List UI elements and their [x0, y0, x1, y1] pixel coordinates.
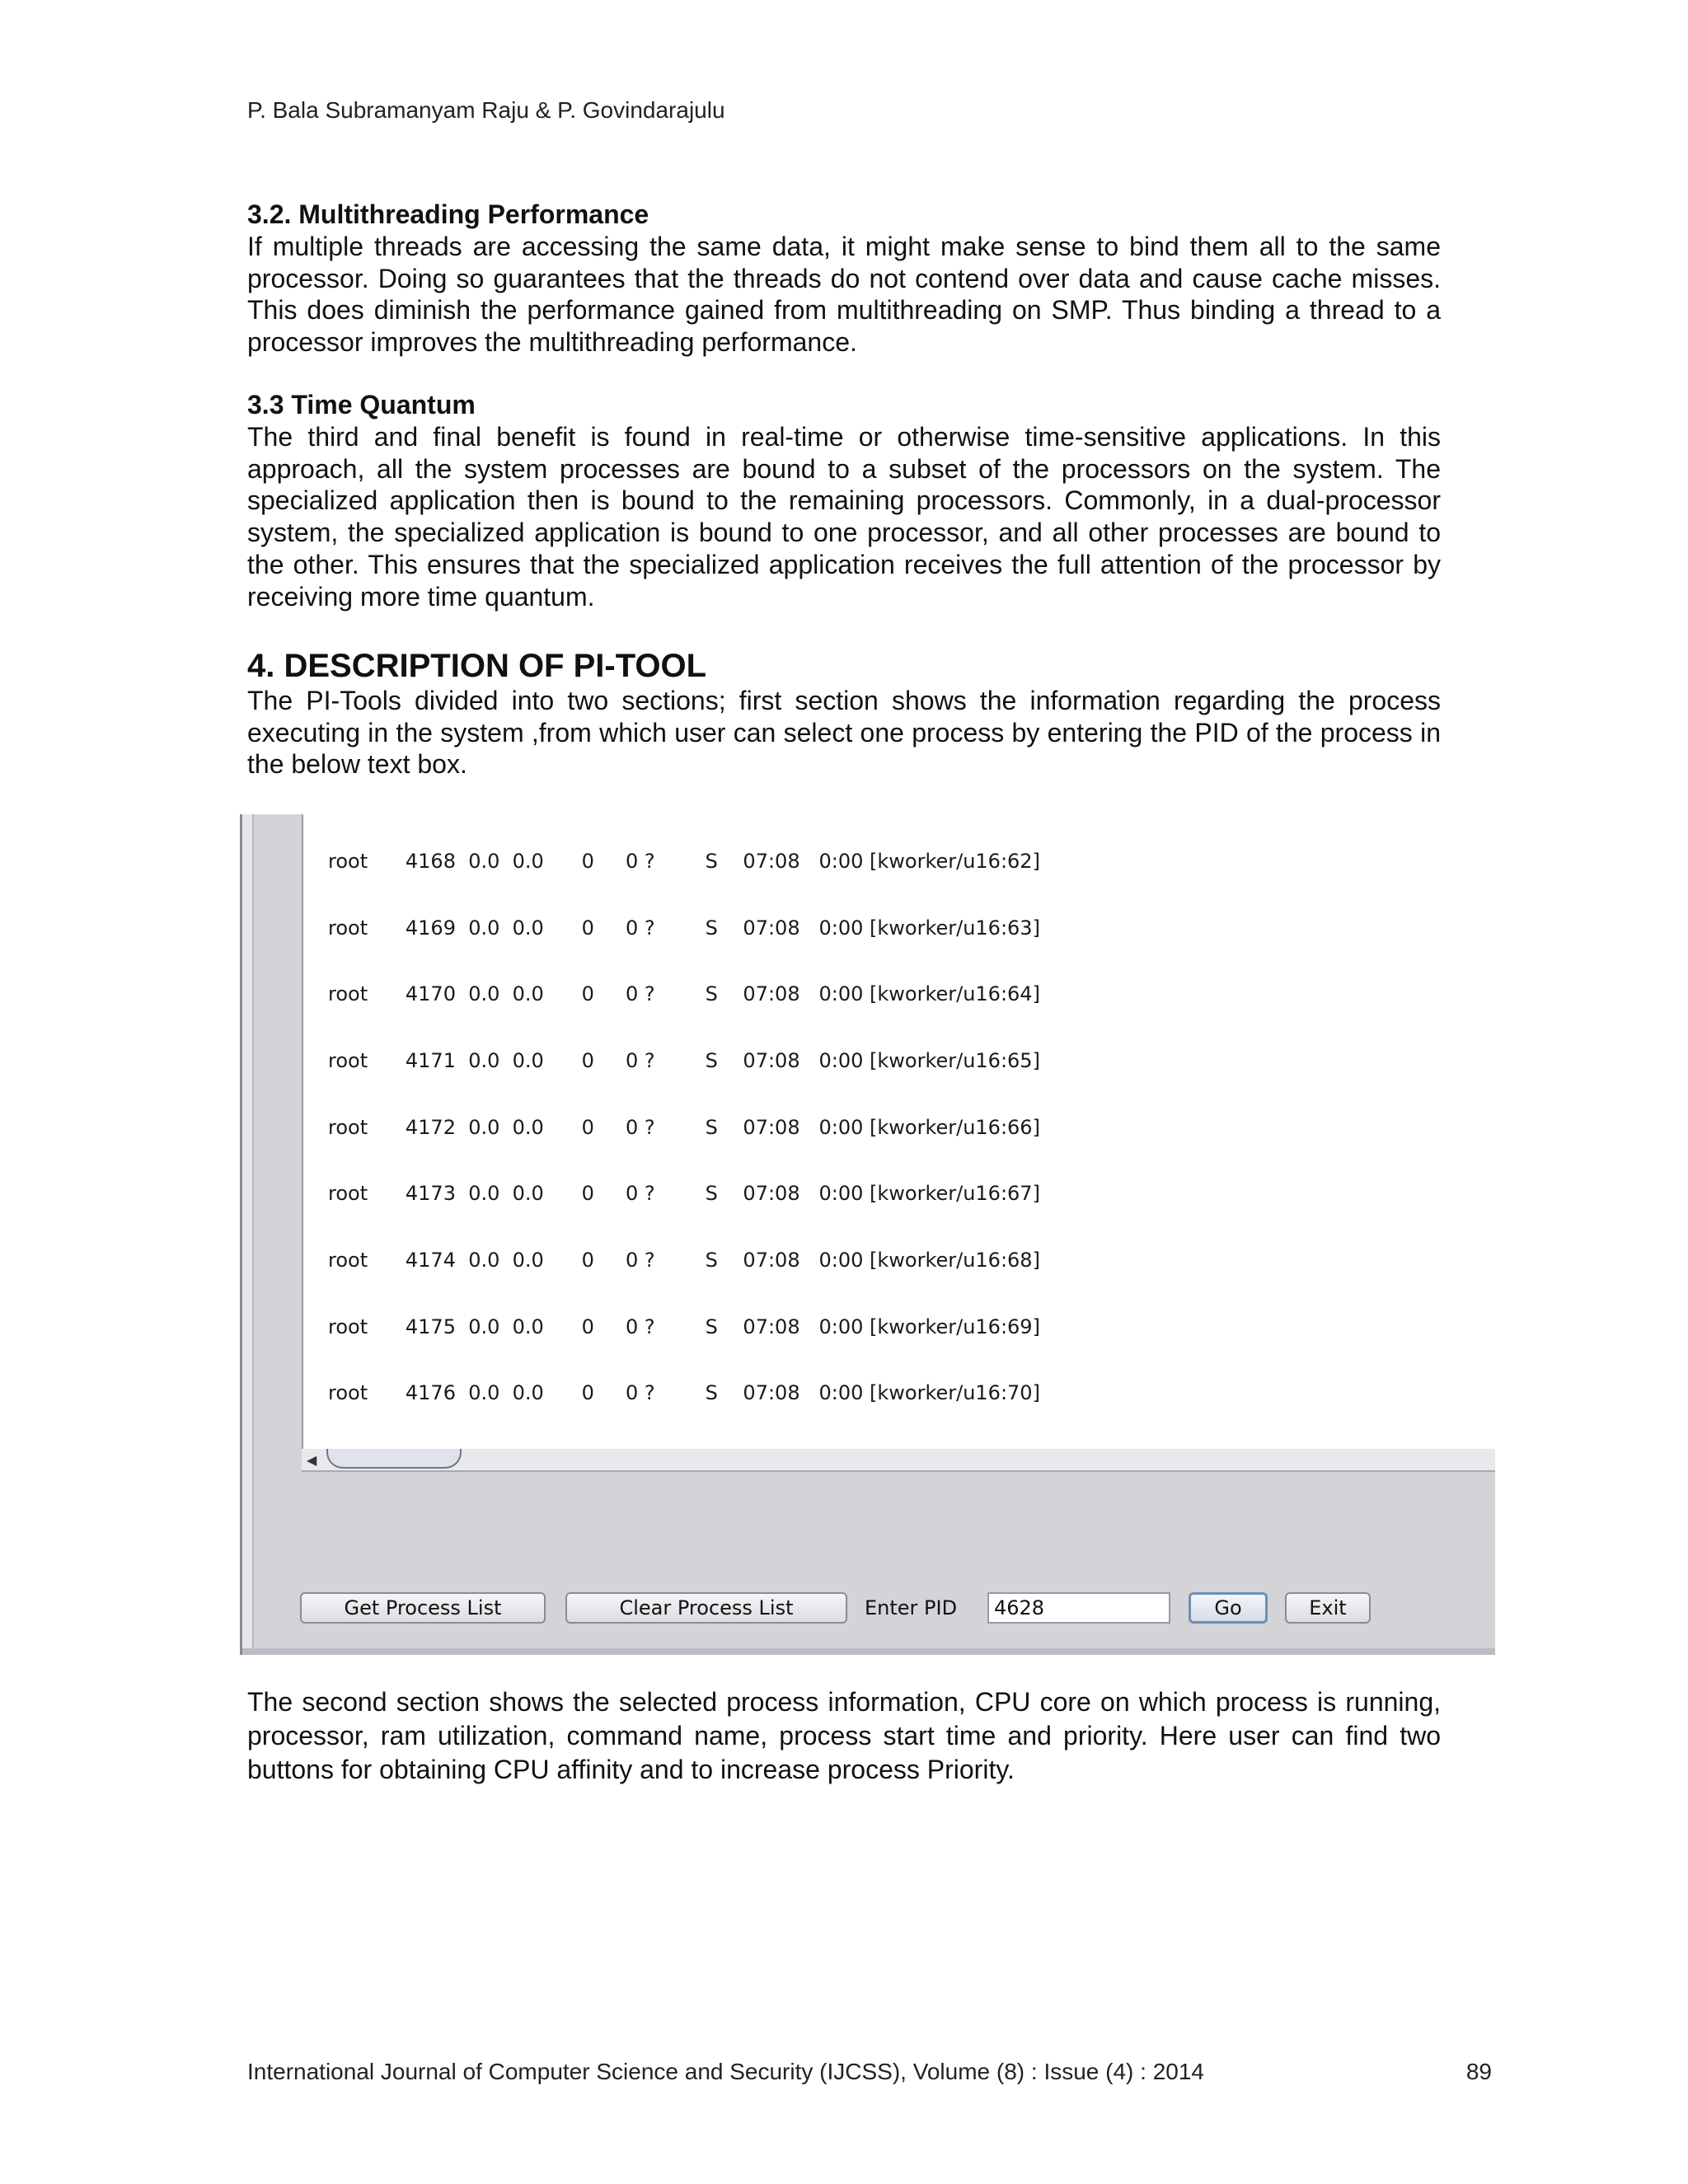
process-row: root 4175 0.0 0.0 0 0 ? S 07:08 0:00 [kworker/u16:69] [328, 1315, 1040, 1338]
get-process-list-button[interactable]: Get Process List [300, 1592, 546, 1624]
process-row: root 4176 0.0 0.0 0 0 ? S 07:08 0:00 [kworker/u16:70] [328, 1381, 1040, 1405]
scroll-left-arrow-icon[interactable]: ◀ [307, 1452, 317, 1468]
process-row: root 4171 0.0 0.0 0 0 ? S 07:08 0:00 [kworker/u16:65] [328, 1048, 1040, 1072]
horizontal-scrollbar[interactable] [302, 1449, 1495, 1472]
page-number: 89 [1465, 2059, 1492, 2084]
window-left-border [242, 814, 254, 1655]
window-bottom-border [242, 1648, 1495, 1655]
exit-button[interactable]: Exit [1285, 1592, 1371, 1624]
section-heading: 3.3 Time Quantum [247, 390, 476, 419]
section-4 [247, 647, 1441, 780]
section-4-continued [247, 1685, 1441, 1787]
enter-pid-label: Enter PID [865, 1596, 958, 1619]
go-button[interactable]: Go [1189, 1592, 1268, 1624]
clear-process-list-button[interactable]: Clear Process List [565, 1592, 847, 1624]
process-row: root 4170 0.0 0.0 0 0 ? S 07:08 0:00 [kworker/u16:64] [328, 982, 1040, 1006]
section-heading: 4. DESCRIPTION OF PI-TOOL [247, 648, 707, 684]
section-3-3 [247, 388, 1441, 612]
running-header-authors: P. Bala Subramanyam Raju & P. Govindarajulu [247, 97, 725, 123]
scrollbar-thumb[interactable] [326, 1449, 462, 1469]
page-footer [247, 2059, 1492, 2085]
section-heading: 3.2. Multithreading Performance [247, 199, 649, 229]
process-list-textarea[interactable] [302, 814, 1495, 1451]
section-paragraph: If multiple threads are accessing the same data, it might make sense to bind them all to the same processor. Doing so guarantees that the threads do not contend over data and cause cache misses. This does diminish the performance gained from multithreading on SMP. Thus binding a thread to a processor improves the multithreading performance. [247, 232, 1441, 358]
process-row: root 4169 0.0 0.0 0 0 ? S 07:08 0:00 [kworker/u16:63] [328, 916, 1040, 940]
process-rows [328, 814, 1339, 1451]
pi-tool-screenshot [240, 814, 1495, 1655]
journal-citation: International Journal of Computer Science and Security (IJCSS), Volume (8) : Issue (4) : 2014 [247, 2059, 1205, 2084]
process-row: root 4174 0.0 0.0 0 0 ? S 07:08 0:00 [kworker/u16:68] [328, 1249, 1040, 1272]
section-paragraph: The PI-Tools divided into two sections; first section shows the information regarding the process executing in the system ,from which user can select one process by entering the PID of the process in the below text box. [247, 686, 1441, 780]
process-row: root 4168 0.0 0.0 0 0 ? S 07:08 0:00 [kworker/u16:62] [328, 849, 1040, 873]
section-paragraph: The third and final benefit is found in real-time or otherwise time-sensitive applications. In this approach, all the system processes are bound to a subset of the processors on the system. The specialized application then is bound to the remaining processors. Commonly, in a dual-processor system, the specialized application is bound to one processor, and all other processes are bound to the other. This ensures that the specialized application receives the full attention of the processor by receiving more time quantum. [247, 422, 1441, 612]
process-row: root 4173 0.0 0.0 0 0 ? S 07:08 0:00 [kworker/u16:67] [328, 1182, 1040, 1206]
pid-input[interactable]: 4628 [987, 1592, 1170, 1624]
control-bar [242, 1592, 1495, 1627]
process-row: root 4172 0.0 0.0 0 0 ? S 07:08 0:00 [kworker/u16:66] [328, 1115, 1040, 1139]
section-3-2 [247, 198, 1441, 359]
section-paragraph: The second section shows the selected process information, CPU core on which process is running, processor, ram utilization, command name, process start time and priority. Here user can find two buttons for obtaining CPU affinity and to increase process Priority. [247, 1687, 1441, 1784]
